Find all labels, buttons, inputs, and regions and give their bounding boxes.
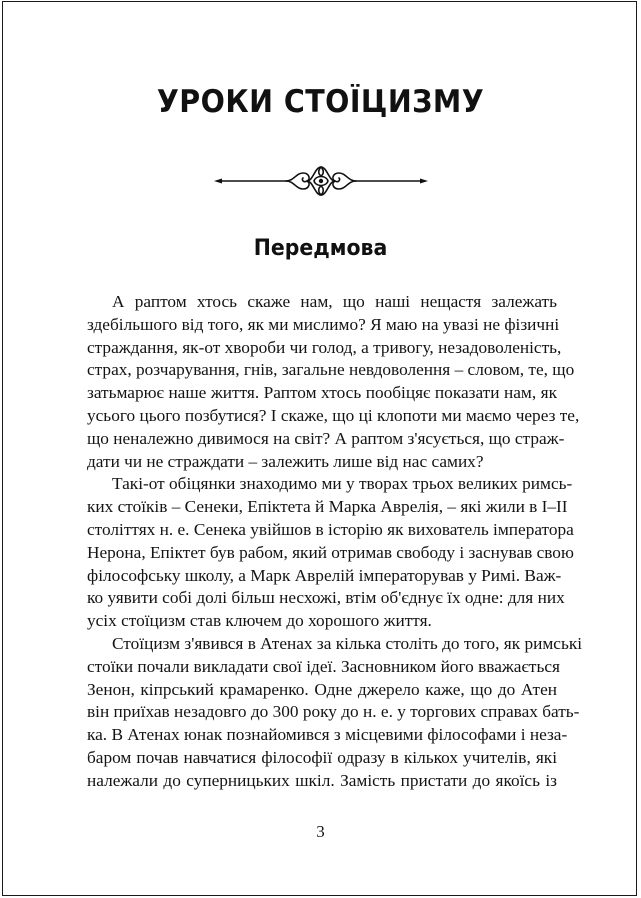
text-line: Нерона, Епіктет був рабом, який отримав свободу і заснував свою <box>87 542 574 562</box>
text-line: Стоїцизм з'явився в Атенах за кілька століть до того, як римські <box>112 633 583 653</box>
text-line: Такі-от обіцянки знаходимо ми у творах трьох великих римсь- <box>112 474 573 494</box>
text-line: здебільшого від того, як ми мислимо? Я маю на увазі не фізичні <box>87 314 560 334</box>
text-line: ко уявити собі долі більш несхожі, втім об'єднує їх одне: для них <box>87 588 565 608</box>
page-number: 3 <box>316 822 325 841</box>
text-line: філософську школу, а Марк Аврелій імператорував у Римі. Важ- <box>87 565 562 585</box>
text-line: А раптом хтось скаже нам, що наші нещастя залежать <box>112 292 557 311</box>
text-line: усіх стоїцизм став ключем до хорошого життя. <box>87 611 432 631</box>
text-line: стоїки почали викладати свої ідеї. Засновником його вважається <box>87 656 560 676</box>
text-line: він приїхав незадовго до 300 року до н. е. у торгових справах бать- <box>87 702 580 722</box>
text-line: страждання, як-от хвороби чи голод, а тривогу, незадоволеність, <box>87 337 562 357</box>
text-line: що неналежно дивимося на світ? А раптом з'ясується, що страж- <box>87 428 565 448</box>
text-line: століттях н. е. Сенека увійшов в історію як вихователь імператора <box>87 519 574 539</box>
text-line: дати чи не страждати – залежить лише від нас самих? <box>87 451 484 471</box>
text-line: усього цього позбутися? І скаже, що ці клопоти ми маємо через те, <box>87 405 580 425</box>
decorative-flourish-icon <box>208 162 434 200</box>
body-text <box>87 291 583 793</box>
text-line: баром почав навчатися філософії одразу в кількох учителів, які <box>87 747 557 767</box>
book-title: УРОКИ СТОЇЦИЗМУ <box>156 84 485 120</box>
text-line: затьмарює наше життя. Раптом хтось пообіцяє показати нам, як <box>87 383 557 403</box>
section-title: Передмова <box>253 236 388 261</box>
text-line: ких стоїків – Сенеки, Епіктета й Марка Аврелія, – які жили в І–ІІ <box>87 497 568 517</box>
text-line: Зенон, кіпрський крамаренко. Одне джерело каже, що до Атен <box>87 679 557 699</box>
text-line: належали до суперницьких шкіл. Замість пристати до якоїсь із <box>87 770 557 790</box>
text-line: страх, розчарування, гнів, загальне невдоволення – словом, те, що <box>87 360 575 380</box>
text-line: ка. В Атенах юнак познайомився з місцевими філософами і неза- <box>87 725 568 745</box>
